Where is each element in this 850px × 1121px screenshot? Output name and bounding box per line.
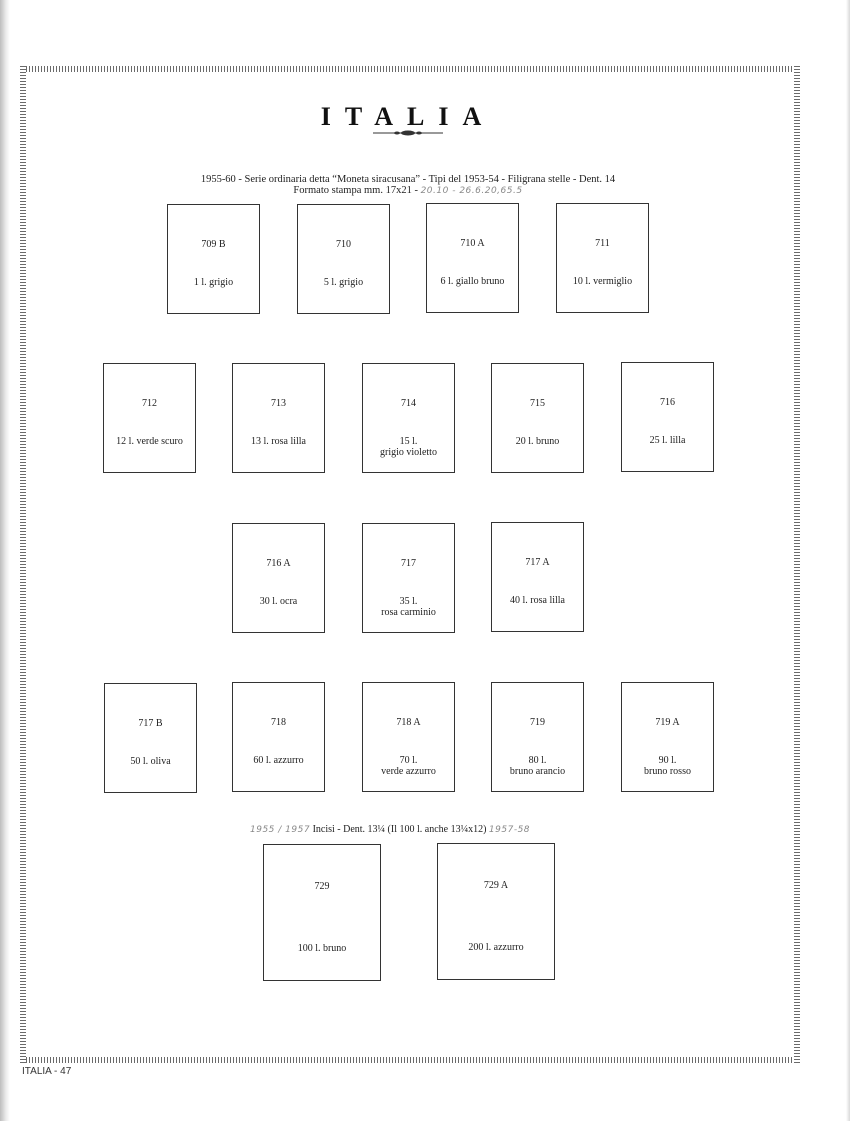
page-footer: ITALIA - 47 (22, 1066, 72, 1077)
stamp-number: 712 (142, 398, 157, 409)
stamp-description: 25 l. lilla (649, 435, 686, 446)
stamp-slot (491, 522, 584, 632)
stamp-slot (232, 682, 325, 792)
stamp-number: 718 (271, 717, 286, 728)
stamp-number: 713 (271, 398, 286, 409)
series-header-line1: 1955-60 - Serie ordinaria detta “Moneta siracusana” - Tipi del 1953-54 - Filigrana stelle - Dent. 14 (200, 174, 616, 185)
stamp-number: 711 (595, 238, 610, 249)
stamp-slot (232, 523, 325, 633)
stamp-slot (437, 843, 555, 980)
handwritten-suffix: 1957-58 (488, 825, 531, 835)
stamp-description: 80 l. bruno arancio (509, 755, 566, 777)
stamp-description: 90 l. bruno rosso (644, 755, 691, 777)
series-header-line2 (0, 185, 816, 197)
stamp-slot (232, 363, 325, 473)
page-title: ITALIA (320, 102, 496, 131)
border-bottom (20, 1057, 800, 1063)
stamp-number: 710 (336, 239, 351, 250)
stamp-description: 10 l. vermiglio (572, 276, 633, 287)
stamp-number: 718 A (396, 717, 421, 728)
stamp-number: 717 B (138, 718, 163, 729)
stamp-description: 20 l. bruno (515, 436, 560, 447)
border-left (20, 66, 26, 1064)
page-shadow-right (846, 0, 850, 1121)
stamp-description: 12 l. verde scuro (116, 436, 183, 447)
stamp-description: 30 l. ocra (259, 596, 298, 607)
stamp-description: 5 l. grigio (323, 277, 364, 288)
stamp-slot (104, 683, 197, 793)
stamp-slot (263, 844, 381, 981)
stamp-slot (297, 204, 390, 314)
stamp-number: 719 (530, 717, 545, 728)
handwritten-note: 20.10 - 26.6.20,65.5 (420, 186, 523, 196)
stamp-slot (362, 682, 455, 792)
series-format: Formato stampa mm. 17x21 - (293, 185, 418, 196)
stamp-slot (556, 203, 649, 313)
stamp-slot (621, 362, 714, 472)
stamp-description: 200 l. azzurro (468, 942, 524, 953)
stamp-number: 717 (401, 558, 416, 569)
stamp-number: 716 A (266, 558, 291, 569)
stamp-description: 60 l. azzurro (253, 755, 304, 766)
series2-text: Incisi - Dent. 13¼ (Il 100 l. anche 13¼x12) (312, 824, 487, 835)
handwritten-prefix: 1955 / 1957 (250, 825, 311, 835)
stamp-slot (103, 363, 196, 473)
stamp-slot (362, 523, 455, 633)
stamp-slot (426, 203, 519, 313)
stamp-number: 716 (660, 397, 675, 408)
stamp-description: 6 l. giallo bruno (440, 276, 505, 287)
stamp-description: 40 l. rosa lilla (510, 595, 565, 606)
stamp-slot (491, 363, 584, 473)
stamp-number: 719 A (655, 717, 680, 728)
stamp-number: 715 (530, 398, 545, 409)
stamp-slot (167, 204, 260, 314)
stamp-description: 13 l. rosa lilla (251, 436, 306, 447)
stamp-description: 35 l. rosa carminio (381, 596, 436, 618)
stamp-number: 729 A (483, 880, 509, 891)
stamp-description: 15 l. grigio violetto (380, 436, 437, 458)
stamp-description: 70 l. verde azzurro (381, 755, 436, 777)
series-header (0, 174, 816, 197)
stamp-number: 717 A (525, 557, 550, 568)
border-right (794, 66, 800, 1064)
stamp-description: 50 l. oliva (130, 756, 171, 767)
border-top (20, 66, 800, 72)
stamp-slot (491, 682, 584, 792)
page-shadow-left (0, 0, 10, 1121)
stamp-number: 710 A (460, 238, 485, 249)
stamp-number: 709 B (201, 239, 226, 250)
ornament-icon (373, 130, 443, 136)
stamp-number: 714 (401, 398, 416, 409)
stamp-slot (362, 363, 455, 473)
stamp-description: 100 l. bruno (297, 943, 347, 954)
stamp-description: 1 l. grigio (193, 277, 234, 288)
series2-header (250, 824, 650, 835)
stamp-number: 729 (314, 881, 330, 892)
stamp-slot (621, 682, 714, 792)
